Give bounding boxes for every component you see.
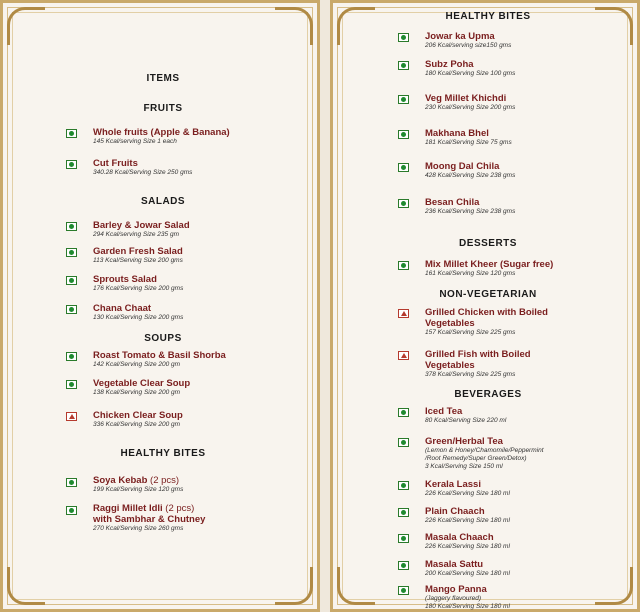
section-heading-desserts: DESSERTS xyxy=(459,238,517,249)
veg-icon xyxy=(66,160,77,169)
non-veg-icon xyxy=(66,412,77,421)
veg-icon xyxy=(398,561,409,570)
menu-item: Cut Fruits 340.28 Kcal/Serving Size 250 gms xyxy=(93,158,193,176)
ornament-corner xyxy=(337,567,375,605)
ornament-corner xyxy=(7,567,45,605)
menu-item: Soya Kebab (2 pcs) 199 Kcal/Serving Size 120 gms xyxy=(93,475,184,493)
veg-icon xyxy=(66,380,77,389)
section-heading-healthy-bites: HEALTHY BITES xyxy=(120,448,206,459)
menu-item: Mix Millet Kheer (Sugar free) 161 Kcal/Serving Size 120 gms xyxy=(425,259,554,277)
menu-item: Green/Herbal Tea (Lemon & Honey/Chamomile/Peppermint /Root Remedy/Super Green/Detox) 3 Kcal/Serving Size 150 ml xyxy=(425,436,544,470)
ornament-corner xyxy=(7,7,45,45)
veg-icon xyxy=(66,248,77,257)
veg-icon xyxy=(66,222,77,231)
veg-icon xyxy=(66,129,77,138)
menu-item: Jowar ka Upma 206 Kcal/serving size150 gms xyxy=(425,31,512,49)
veg-icon xyxy=(398,199,409,208)
section-heading-salads: SALADS xyxy=(140,196,186,207)
veg-icon xyxy=(398,438,409,447)
menu-item: Grilled Chicken with Boiled Vegetables 157 Kcal/Serving Size 225 gms xyxy=(425,307,548,336)
menu-item: Sprouts Salad 176 Kcal/Serving Size 200 gms xyxy=(93,274,184,292)
veg-icon xyxy=(398,534,409,543)
ornament-corner xyxy=(275,567,313,605)
menu-item: Makhana Bhel 181 Kcal/Serving Size 75 gms xyxy=(425,128,512,146)
veg-icon xyxy=(398,408,409,417)
section-heading-soups: SOUPS xyxy=(144,333,182,344)
veg-icon xyxy=(398,586,409,595)
section-heading-fruits: FRUITS xyxy=(143,103,183,114)
menu-item: Mango Panna (Jaggery flavoured) 180 Kcal/Serving Size 180 ml xyxy=(425,584,510,610)
section-heading-healthy-bites: HEALTHY BITES xyxy=(445,11,531,22)
veg-icon xyxy=(398,481,409,490)
non-veg-icon xyxy=(398,309,409,318)
menu-item: Masala Chaach 226 Kcal/Serving Size 180 ml xyxy=(425,532,510,550)
veg-icon xyxy=(398,130,409,139)
veg-icon xyxy=(66,276,77,285)
menu-item: Veg Millet Khichdi 230 Kcal/Serving Size 200 gms xyxy=(425,93,516,111)
menu-item: Roast Tomato & Basil Shorba 142 Kcal/Serving Size 200 gm xyxy=(93,350,226,368)
veg-icon xyxy=(398,33,409,42)
menu-item: Iced Tea 80 Kcal/Serving Size 220 ml xyxy=(425,406,507,424)
menu-item: Whole fruits (Apple & Banana) 145 Kcal/serving Size 1 each xyxy=(93,127,230,145)
menu-panel-right xyxy=(330,0,640,612)
veg-icon xyxy=(398,61,409,70)
veg-icon xyxy=(398,261,409,270)
ornament-corner xyxy=(275,7,313,45)
section-heading-beverages: BEVERAGES xyxy=(454,389,522,400)
menu-item: Raggi Millet Idli (2 pcs) with Sambhar & Chutney 270 Kcal/Serving Size 260 gms xyxy=(93,503,206,532)
menu-item: Masala Sattu 200 Kcal/Serving Size 180 ml xyxy=(425,559,510,577)
menu-item: Moong Dal Chila 428 Kcal/Serving Size 238 gms xyxy=(425,161,516,179)
veg-icon xyxy=(398,95,409,104)
ornament-corner xyxy=(595,567,633,605)
veg-icon xyxy=(398,508,409,517)
veg-icon xyxy=(66,305,77,314)
menu-item: Kerala Lassi 226 Kcal/Serving Size 180 ml xyxy=(425,479,510,497)
menu-item: Barley & Jowar Salad 294 Kcal/serving Size 235 gm xyxy=(93,220,190,238)
section-heading-non-vegetarian: NON-VEGETARIAN xyxy=(439,289,537,300)
menu-item: Vegetable Clear Soup 138 Kcal/Serving Size 200 gm xyxy=(93,378,191,396)
items-heading: ITEMS xyxy=(146,73,180,84)
menu-item: Besan Chila 236 Kcal/Serving Size 238 gms xyxy=(425,197,516,215)
non-veg-icon xyxy=(398,351,409,360)
veg-icon xyxy=(66,506,77,515)
menu-item: Garden Fresh Salad 113 Kcal/Serving Size 200 gms xyxy=(93,246,183,264)
menu-item: Plain Chaach 226 Kcal/Serving Size 180 ml xyxy=(425,506,510,524)
menu-item: Chicken Clear Soup 336 Kcal/Serving Size 200 gm xyxy=(93,410,183,428)
veg-icon xyxy=(66,352,77,361)
veg-icon xyxy=(66,478,77,487)
veg-icon xyxy=(398,163,409,172)
menu-item: Chana Chaat 130 Kcal/Serving Size 200 gms xyxy=(93,303,184,321)
menu-item: Grilled Fish with Boiled Vegetables 378 Kcal/Serving Size 225 gms xyxy=(425,349,531,378)
menu-item: Subz Poha 180 Kcal/Serving Size 100 gms xyxy=(425,59,516,77)
